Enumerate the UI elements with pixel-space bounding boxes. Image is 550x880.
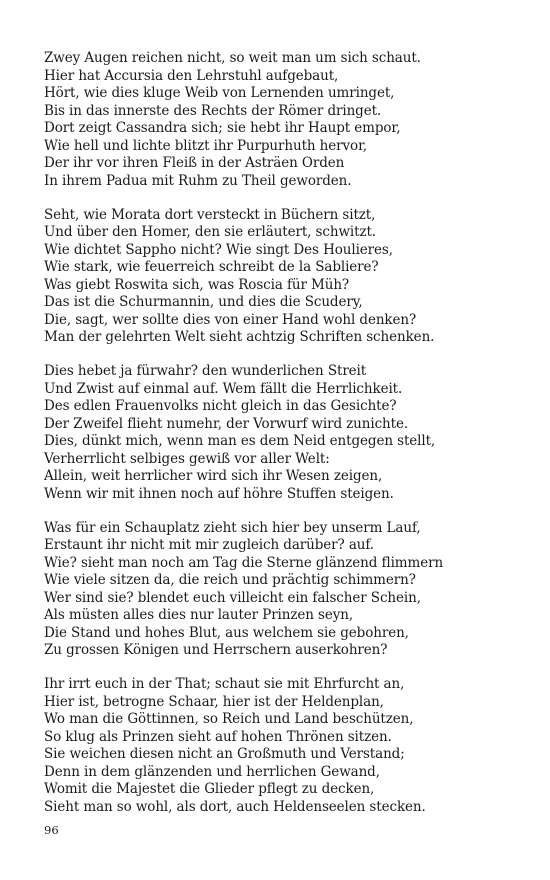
- verse-line: Wie stark, wie feuerreich schreibt de la Sabliere?: [44, 259, 379, 275]
- verse-line: Dies, dünkt mich, wenn man es dem Neid entgegen stellt,: [44, 433, 436, 449]
- verse-line: Die Stand und hohes Blut, aus welchem sie gebohren,: [44, 624, 409, 641]
- poem-text: [44, 50, 534, 833]
- verse-line: Hier hat Accursia den Lehrstuhl aufgebaut,: [44, 67, 339, 84]
- verse-line: Als müsten alles dies nur lauter Prinzen seyn,: [44, 607, 354, 623]
- verse-line: Des edlen Frauenvolks nicht gleich in das Gesichte?: [44, 398, 397, 414]
- verse-line: Der ihr vor ihren Fleiß in der Asträen Orden: [44, 155, 345, 171]
- verse-line: Zu grossen Königen und Herrschern auserkohren?: [44, 642, 388, 658]
- stanza: [44, 50, 534, 190]
- verse-line: Wer sind sie? blendet euch villeicht ein falscher Schein,: [44, 589, 421, 606]
- stanza: [44, 207, 534, 347]
- verse-line: Denn in dem glänzenden und herrlichen Gewand,: [44, 763, 380, 780]
- stanza: [44, 520, 534, 660]
- verse-line: Zwey Augen reichen nicht, so weit man um sich schaut.: [44, 50, 421, 66]
- verse-line: Wie hell und lichte blitzt ihr Purpurhuth hervor,: [44, 137, 368, 154]
- verse-line: Hier ist, betrogne Schaar, hier ist der Heldenplan,: [44, 693, 384, 710]
- verse-line: Seht, wie Morata dort versteckt in Büchern sitzt,: [44, 206, 376, 223]
- verse-line: Sieht man so wohl, als dort, auch Heldenseelen stecken.: [44, 798, 426, 815]
- verse-line: Wie viele sitzen da, die reich und prächtig schimmern?: [44, 572, 416, 588]
- verse-line: Allein, weit herrlicher wird sich ihr Wesen zeigen,: [44, 468, 383, 484]
- verse-line: Hört, wie dies kluge Weib von Lernenden umringet,: [44, 85, 395, 101]
- verse-line: Die, sagt, wer sollte dies von einer Hand wohl denken?: [44, 311, 417, 328]
- verse-line: Der Zweifel flieht numehr, der Vorwurf wird zunichte.: [44, 415, 409, 432]
- verse-line: Und über den Homer, den sie erläutert, schwitzt.: [44, 224, 376, 240]
- verse-line: Was giebt Roswita sich, was Roscia für Müh?: [44, 276, 350, 293]
- verse-line: Erstaunt ihr nicht mit mir zugleich darüber? auf.: [44, 537, 374, 553]
- page-number: 96: [44, 823, 59, 837]
- verse-line: Sie weichen diesen nicht an Großmuth und Verstand;: [44, 746, 405, 762]
- verse-line: Dort zeigt Cassandra sich; sie hebt ihr Haupt empor,: [44, 120, 401, 136]
- verse-line: Ihr irrt euch in der That; schaut sie mit Ehrfurcht an,: [44, 676, 405, 692]
- verse-line: Wie dichtet Sappho nicht? Wie singt Des Houlieres,: [44, 241, 393, 258]
- verse-line: Das ist die Schurmannin, und dies die Scudery,: [44, 294, 363, 310]
- verse-line: Bis in das innerste des Rechts der Römer dringet.: [44, 102, 382, 119]
- verse-line: So klug als Prinzen sieht auf hohen Thrönen sitzen.: [44, 728, 392, 745]
- verse-line: Und Zwist auf einmal auf. Wem fällt die Herrlichkeit.: [44, 380, 403, 397]
- verse-line: Wie? sieht man noch am Tag die Sterne glänzend flimmern: [44, 554, 444, 571]
- stanza: [44, 363, 534, 503]
- verse-line: In ihrem Padua mit Ruhm zu Theil geworden.: [44, 172, 352, 189]
- verse-line: Was für ein Schauplatz zieht sich hier bey unserm Lauf,: [44, 519, 421, 536]
- stanza: [44, 676, 534, 816]
- verse-line: Womit die Majestet die Glieder pflegt zu decken,: [44, 781, 375, 797]
- verse-line: Dies hebet ja fürwahr? den wunderlichen Streit: [44, 363, 367, 379]
- verse-line: Wenn wir mit ihnen noch auf höhre Stuffen steigen.: [44, 485, 394, 502]
- verse-line: Verherrlicht selbiges gewiß vor aller Welt:: [44, 450, 330, 467]
- verse-line: Wo man die Göttinnen, so Reich und Land beschützen,: [44, 711, 414, 727]
- verse-line: Man der gelehrten Welt sieht achtzig Schriften schenken.: [44, 329, 435, 345]
